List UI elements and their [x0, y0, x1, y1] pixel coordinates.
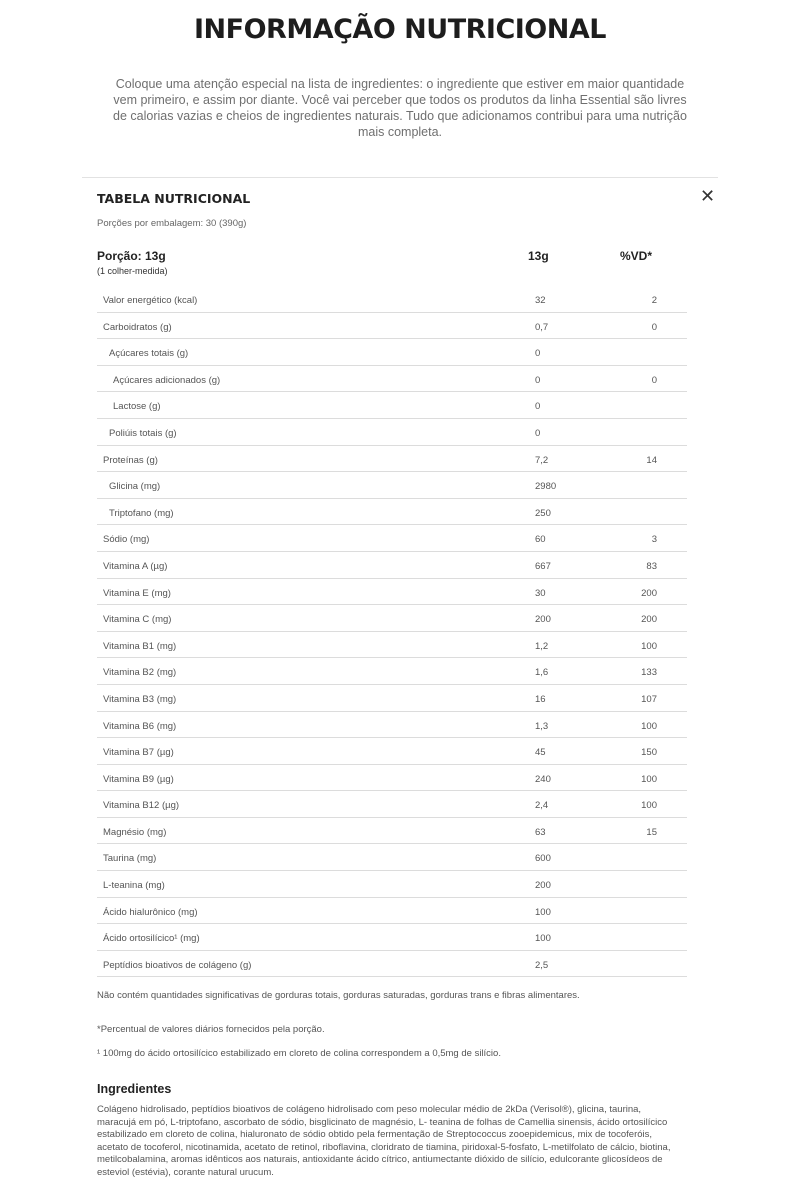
nutrient-amount: 63: [535, 826, 546, 838]
column-header-amount: 13g: [528, 249, 549, 263]
note-daily-values: *Percentual de valores diários fornecidos pela porção.: [97, 1024, 325, 1035]
note-fats: Não contém quantidades significativas de gorduras totais, gorduras saturadas, gorduras trans e fibras alimentares.: [97, 990, 580, 1001]
nutrient-name: Ácido ortosilícico¹ (mg): [103, 933, 200, 945]
table-row: [97, 366, 687, 393]
nutrient-daily-value: 150: [641, 747, 657, 759]
nutrient-name: Ácido hialurônico (mg): [103, 906, 198, 918]
nutrient-amount: 0,7: [535, 321, 549, 333]
table-row: [97, 898, 687, 925]
table-row: [97, 658, 687, 685]
nutrient-amount: 240: [535, 773, 551, 785]
nutrient-amount: 1,6: [535, 667, 549, 679]
nutrient-amount: 100: [535, 933, 551, 945]
table-row: [97, 605, 687, 632]
nutrient-amount: 1,3: [535, 720, 549, 732]
table-row: [97, 791, 687, 818]
nutrient-daily-value: 0: [651, 374, 657, 386]
page-title: INFORMAÇÃO NUTRICIONAL: [194, 14, 606, 45]
nutrient-name: Poliúis totais (g): [109, 427, 177, 439]
table-row: [97, 286, 687, 313]
nutrient-name: Vitamina B1 (mg): [103, 640, 177, 652]
nutrient-amount: 2,5: [535, 959, 549, 971]
table-row: [97, 738, 687, 765]
nutrient-name: Lactose (g): [113, 401, 161, 413]
nutrient-amount: 0: [535, 374, 541, 386]
nutrient-name: Peptídios bioativos de colágeno (g): [103, 959, 252, 971]
close-icon[interactable]: ✕: [700, 186, 716, 206]
nutrient-name: Vitamina A (µg): [103, 560, 168, 572]
nutrient-amount: 2,4: [535, 800, 549, 812]
table-row: [97, 499, 687, 526]
nutrient-name: Triptofano (mg): [109, 507, 174, 519]
nutrient-name: Glicina (mg): [109, 481, 161, 493]
table-row: [97, 765, 687, 792]
nutrient-amount: 667: [535, 560, 551, 572]
nutrient-name: Taurina (mg): [103, 853, 157, 865]
nutrient-amount: 0: [535, 401, 541, 413]
table-row: [97, 712, 687, 739]
nutrient-amount: 7,2: [535, 454, 549, 466]
table-row: [97, 579, 687, 606]
section-divider: [82, 177, 718, 178]
nutrient-name: Vitamina B7 (µg): [103, 747, 174, 759]
nutrient-amount: 250: [535, 507, 551, 519]
nutrient-daily-value: 107: [641, 693, 657, 705]
nutrient-daily-value: 133: [641, 667, 657, 679]
nutrient-name: Vitamina E (mg): [103, 587, 171, 599]
table-row: [97, 446, 687, 473]
table-row: [97, 685, 687, 712]
nutrient-amount: 30: [535, 587, 546, 599]
nutrient-daily-value: 15: [646, 826, 657, 838]
nutrient-daily-value: 100: [641, 773, 657, 785]
table-row: [97, 844, 687, 871]
ingredients-title: Ingredientes: [97, 1082, 172, 1096]
nutrient-name: Sódio (mg): [103, 534, 150, 546]
nutrient-daily-value: 2: [651, 295, 657, 306]
nutrition-table: [97, 286, 687, 977]
nutrient-daily-value: 100: [641, 800, 657, 812]
nutrient-name: Vitamina B3 (mg): [103, 693, 177, 705]
nutrient-amount: 0: [535, 427, 541, 439]
nutrient-name: Proteínas (g): [103, 454, 158, 466]
table-title: TABELA NUTRICIONAL: [97, 191, 251, 206]
nutrient-amount: 200: [535, 614, 551, 626]
note-silicon: ¹ 100mg do ácido ortosilícico estabilizado em cloreto de colina correspondem a 0,5mg de silício.: [97, 1048, 501, 1059]
nutrient-name: Carboidratos (g): [103, 321, 172, 333]
nutrient-name: Açúcares totais (g): [109, 348, 189, 360]
table-row: [97, 552, 687, 579]
table-row: [97, 392, 687, 419]
nutrient-daily-value: 0: [651, 321, 657, 333]
table-row: [97, 871, 687, 898]
nutrient-name: Açúcares adicionados (g): [113, 374, 221, 386]
nutrient-daily-value: 83: [646, 560, 657, 572]
nutrient-amount: 200: [535, 880, 551, 892]
nutrient-amount: 2980: [535, 481, 557, 493]
portion-label: Porção: 13g: [97, 249, 166, 263]
nutrient-name: Magnésio (mg): [103, 826, 167, 838]
column-header-vd: %VD*: [620, 249, 653, 263]
table-row: [97, 924, 687, 951]
nutrient-daily-value: 3: [651, 534, 657, 546]
nutrient-amount: 16: [535, 693, 546, 705]
nutrient-amount: 45: [535, 747, 546, 759]
servings-per-package: Porções por embalagem: 30 (390g): [97, 218, 247, 229]
nutrient-amount: 600: [535, 853, 551, 865]
nutrient-amount: 1,2: [535, 640, 549, 652]
table-row: [97, 339, 687, 366]
nutrient-daily-value: 200: [641, 614, 657, 626]
nutrient-name: Valor energético (kcal): [103, 295, 198, 306]
intro-paragraph: Coloque uma atenção especial na lista de ingredientes: o ingrediente que estiver em maior quantidade vem primeiro, e assim por diante. Você vai perceber que todos os produtos da linha Essential são livres de calorias vazias e cheios de ingredientes naturais. Tudo que adicionamos contribui para uma nutrição mais completa.: [113, 77, 687, 139]
table-row: [97, 419, 687, 446]
nutrient-daily-value: 100: [641, 640, 657, 652]
table-row: [97, 632, 687, 659]
nutrient-amount: 0: [535, 348, 541, 360]
nutrient-name: Vitamina B12 (µg): [103, 800, 180, 812]
ingredients-text: Colágeno hidrolisado, peptídios bioativos de colágeno hidrolisado com peso molecular médio de 2kDa (Verisol®), glicina, taurina, maracujá em pó, L-triptofano, ascorbato de sódio, bisglicinato de magnésio, L- teanina de folhas de Camellia sinensis, ácido ortosilícico estabilizado em cloreto de colina, hialuronato de sódio obtido pela fermentação de Streptococcus zooepidemicus, mix de tocoferóis, acetato de tocoferol, nicotinamida, acetato de retinol, riboflavina, cloridrato de tiamina, piridoxal-5-fosfato, L-metilfolato de cálcio, biotina, metilcobalamina, aromas idênticos aos naturais, antioxidante ácido cítrico, antiumectante dióxido de silício, edulcorante glicosídeos de esteviol (estévia), corante natural urucum.: [97, 1104, 671, 1178]
table-row: [97, 818, 687, 845]
nutrient-daily-value: 100: [641, 720, 657, 732]
nutrient-amount: 32: [535, 295, 546, 306]
portion-sublabel: (1 colher-medida): [97, 266, 168, 276]
nutrient-name: Vitamina B9 (µg): [103, 773, 174, 785]
nutrient-daily-value: 200: [641, 587, 657, 599]
table-row: [97, 472, 687, 499]
nutrient-name: L-teanina (mg): [103, 880, 165, 892]
table-row: [97, 951, 687, 978]
table-row: [97, 313, 687, 340]
nutrient-amount: 100: [535, 906, 551, 918]
nutrient-name: Vitamina B6 (mg): [103, 720, 177, 732]
table-row: [97, 525, 687, 552]
nutrient-amount: 60: [535, 534, 546, 546]
nutrient-name: Vitamina C (mg): [103, 614, 172, 626]
nutrient-daily-value: 14: [646, 454, 657, 466]
nutrient-name: Vitamina B2 (mg): [103, 667, 177, 679]
